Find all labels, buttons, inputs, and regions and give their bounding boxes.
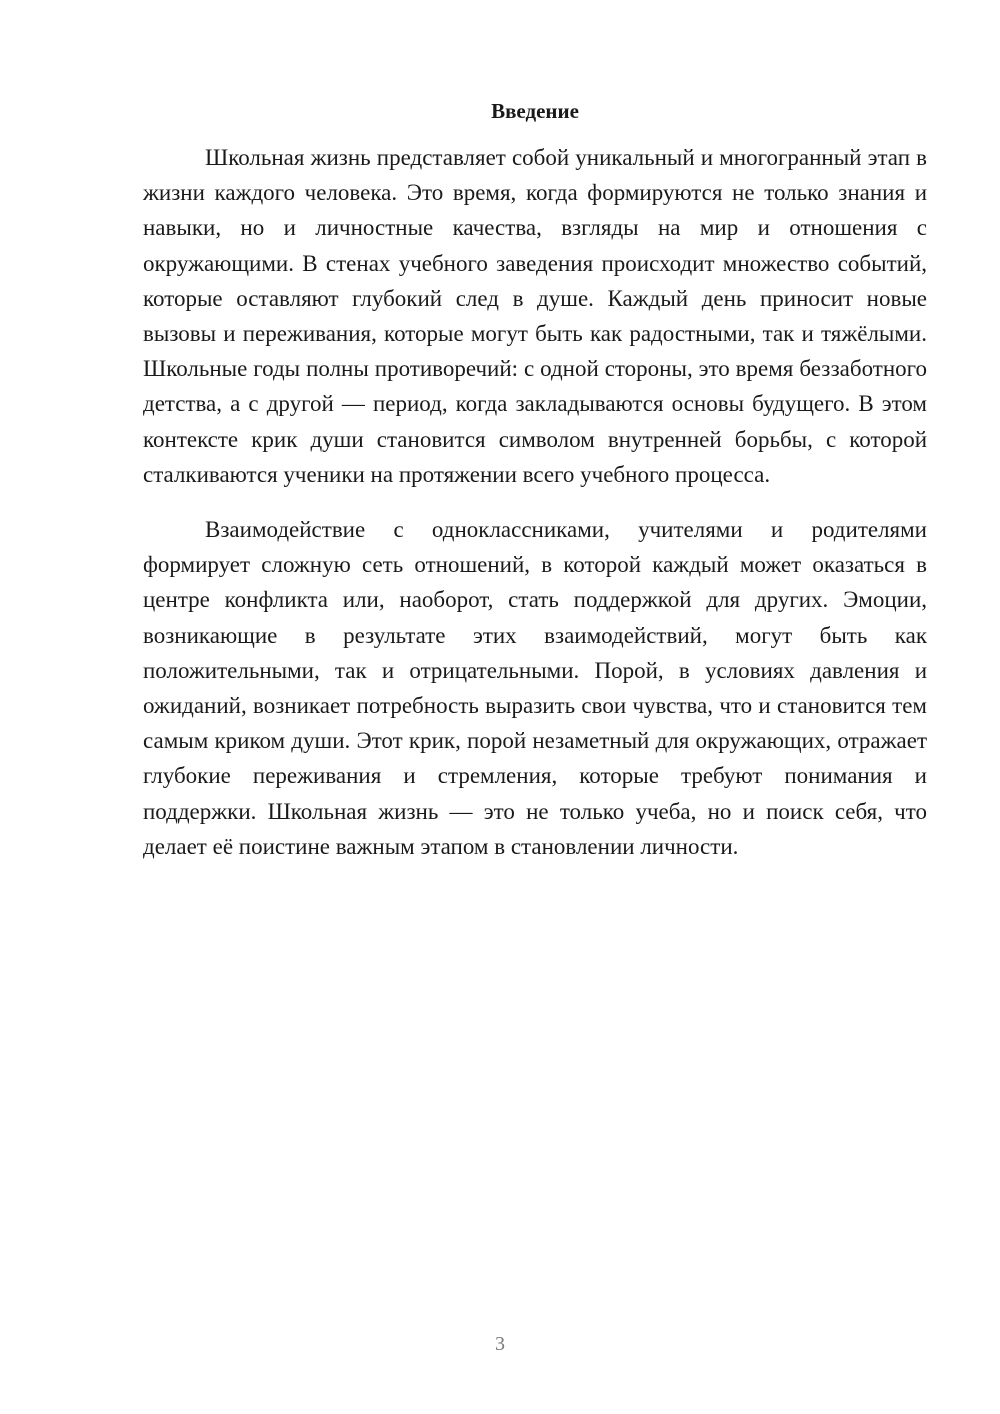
- page-number: 3: [495, 1333, 505, 1355]
- page-content: [143, 96, 927, 864]
- paragraph-2: Взаимодействие с одноклассниками, учителями и родителями формирует сложную сеть отношений, в которой каждый может оказаться в центре конфликта или, наоборот, стать поддержкой для других. Эмоции, возникающие в результате этих взаимодействий, могут быть как положительными, так и отрицательными. Порой, в условиях давления и ожиданий, возникает потребность выразить свои чувства, что и становится тем самым криком души. Этот крик, порой незаметный для окружающих, отражает глубокие переживания и стремления, которые требуют понимания и поддержки. Школьная жизнь — это не только учеба, но и поиск себя, что делает её поистине важным этапом в становлении личности.: [143, 517, 927, 859]
- paragraph-1: Школьная жизнь представляет собой уникальный и многогранный этап в жизни каждого человека. Это время, когда формируются не только знания и навыки, но и личностные качества, взгляды на мир и отношения с окружающими. В стенах учебного заведения происходит множество событий, которые оставляют глубокий след в душе. Каждый день приносит новые вызовы и переживания, которые могут быть как радостными, так и тяжёлыми. Школьные годы полны противоречий: с одной стороны, это время беззаботного детства, а с другой — период, когда закладываются основы будущего. В этом контексте крик души становится символом внутренней борьбы, с которой сталкиваются ученики на протяжении всего учебного процесса.: [143, 145, 927, 487]
- section-title: Введение: [491, 99, 579, 123]
